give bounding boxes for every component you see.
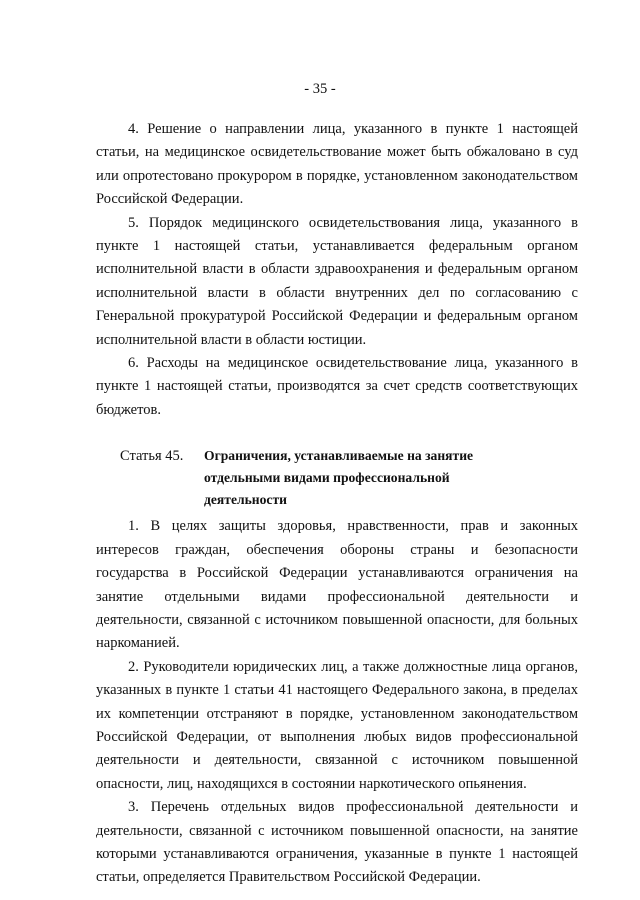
article-number: Статья 45. xyxy=(120,448,184,465)
article-title: Ограничения, устанавливаемые на занятие отдельными видами профессиональной деятельности xyxy=(204,448,474,508)
paragraph-4: 4. Решение о направлении лица, указанного в пункте 1 настоящей статьи, на медицинское освидетельствование может быть обжаловано в суд или опротестовано прокурором в порядке, установленном законодательством Российской Федерации. xyxy=(96,121,578,208)
article-paragraph-1: 1. В целях защиты здоровья, нравственности, прав и законных интересов граждан, обеспечения обороны страны и безопасности государства в Российской Федерации устанавливаются ограничения на занятие отдельными видами профессиональной деятельности и деятельности, связанной с источником повышенной опасности, для больных наркоманией. xyxy=(96,518,578,652)
article-paragraph-3: 3. Перечень отдельных видов профессиональной деятельности и деятельности, связанной с источником повышенной опасности, на занятие которыми устанавливаются ограничения, указанные в пункте 1 настоящей статьи, определяется Правительством Российской Федерации. xyxy=(96,799,578,886)
article-paragraph-2: 2. Руководители юридических лиц, а также должностные лица органов, указанных в пункте 1 статьи 41 настоящего Федерального закона, в пределах их компетенции отстраняют в порядке, установленном законодательством Российской Федерации, от выполнения любых видов профессиональной деятельности и деятельности, связанной с источником повышенной опасности, лиц, находящихся в состоянии наркотического опьянения. xyxy=(96,658,578,792)
document-body xyxy=(96,118,578,890)
paragraph-6: 6. Расходы на медицинское освидетельствование лица, указанного в пункте 1 настоящей статьи, производятся за счет средств соответствующих бюджетов. xyxy=(96,355,578,418)
page-number: - 35 - xyxy=(304,81,336,97)
paragraph-5: 5. Порядок медицинского освидетельствования лица, указанного в пункте 1 настоящей статьи, устанавливается федеральным органом исполнительной власти в области здравоохранения и федеральным органом исполнительной власти в области внутренних дел по согласованию с Генеральной прокуратурой Российской Федерации и федеральным органом исполнительной власти в области юстиции. xyxy=(96,214,578,348)
article-heading xyxy=(96,445,578,511)
